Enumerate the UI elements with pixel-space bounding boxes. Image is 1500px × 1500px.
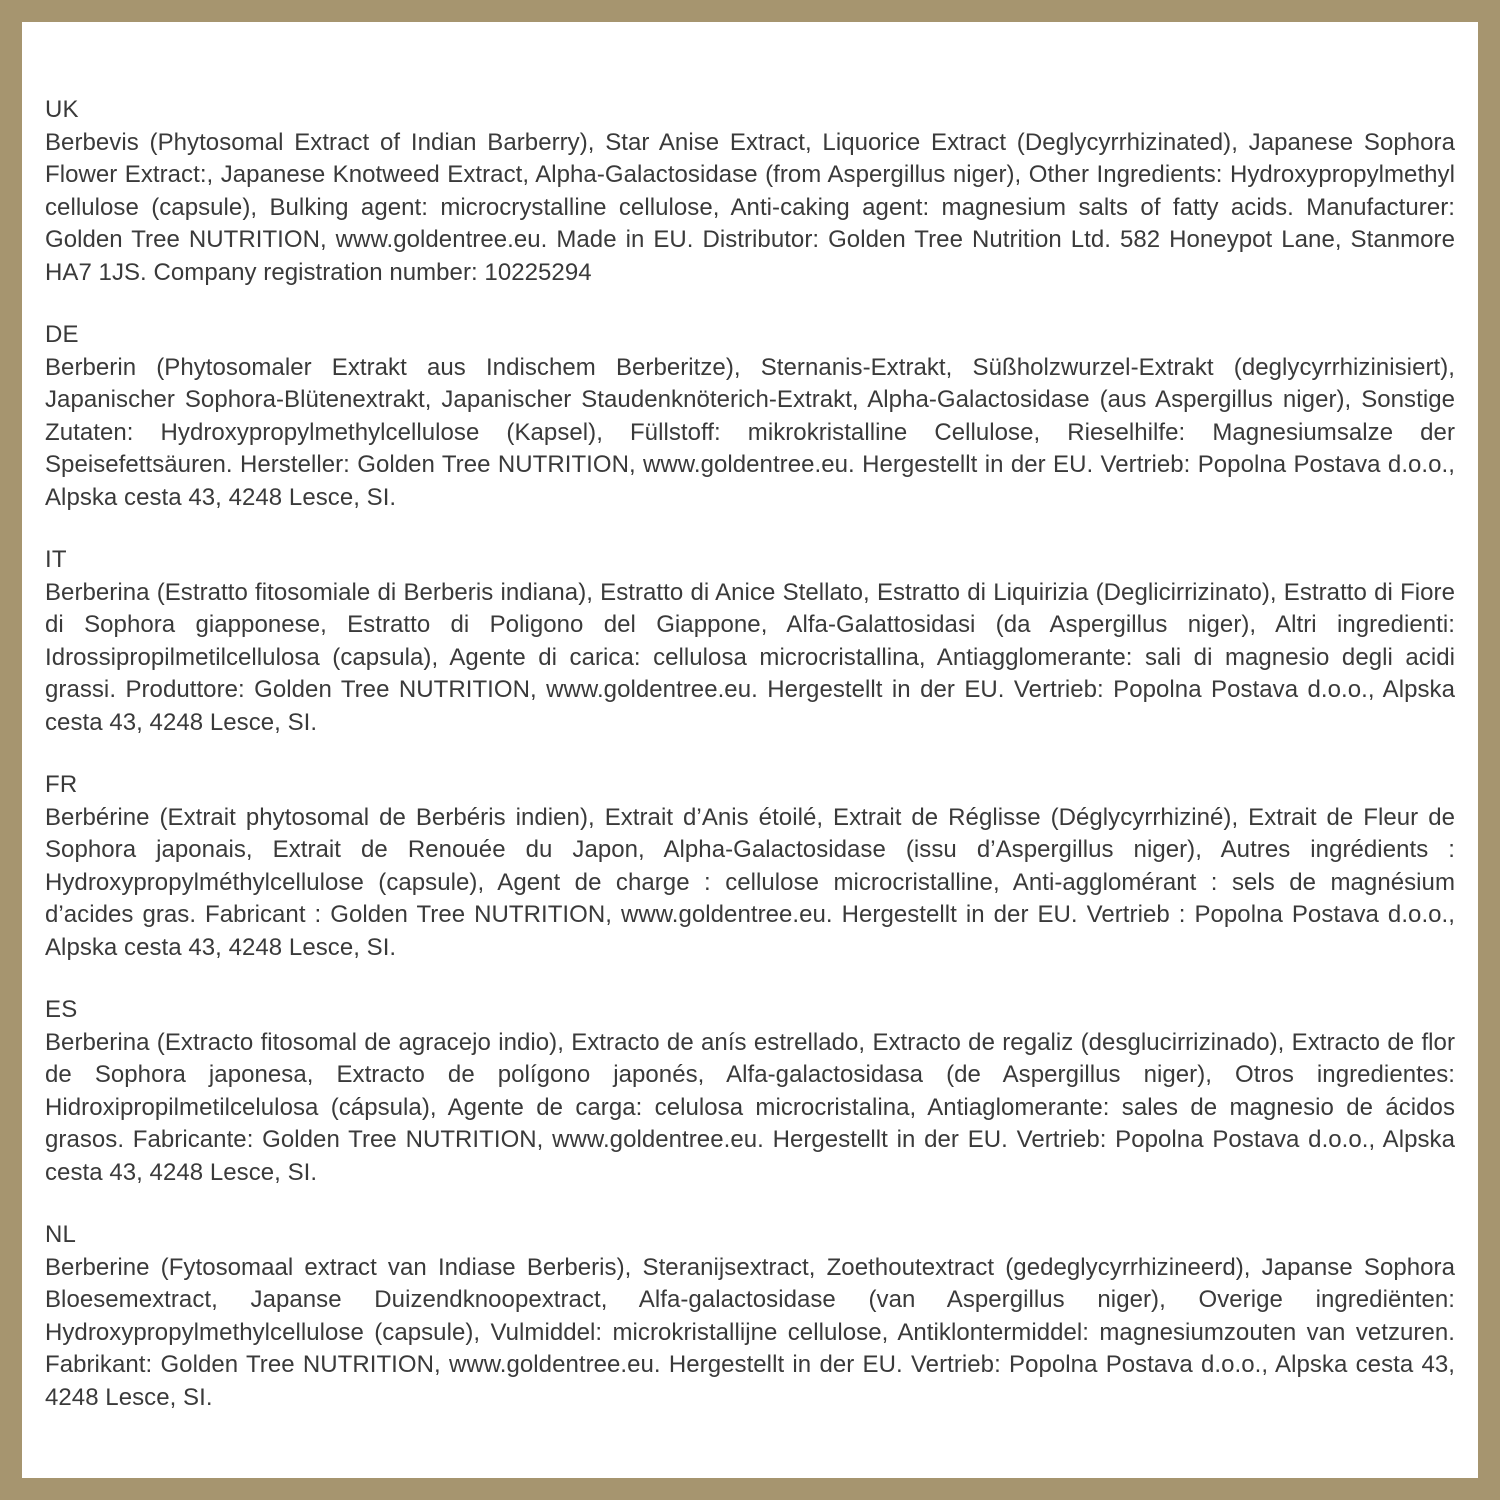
language-code: DE <box>45 321 79 348</box>
section-uk <box>45 94 1455 289</box>
ingredients-text: Berberine (Fytosomaal extract van Indiase Berberis), Steranijsextract, Zoethoutextract (gedeglycyrrhizineerd), Japanse Sophora Bloesemextract, Japanse Duizendknoopextract, Alfa-galactosidase (van Aspergillus niger), Overige ingrediënten: Hydroxypropylmethylcellulose (capsule), Vulmiddel: microkristallijne cellulose, Antiklontermiddel: magnesiumzouten van vetzuren. Fabrikant: Golden Tree NUTRITION, www.goldentree.eu. Hergestellt in der EU. Vertrieb: Popolna Postava d.o.o., Alpska cesta 43, 4248 Lesce, SI. <box>45 1253 1455 1411</box>
section-de <box>45 319 1455 514</box>
ingredients-text: Berberina (Estratto fitosomiale di Berberis indiana), Estratto di Anice Stellato, Estratto di Liquirizia (Deglicirrizinato), Estratto di Fiore di Sophora giapponese, Estratto di Poligono del Giappone, Alfa-Galattosidasi (da Aspergillus niger), Altri ingredienti: Idrossipropilmetilcellulosa (capsula), Agente di carica: cellulosa microcristallina, Antiagglomerante: sali di magnesio degli acidi grassi. Produttore: Golden Tree NUTRITION, www.goldentree.eu. Hergestellt in der EU. Vertrieb: Popolna Postava d.o.o., Alpska cesta 43, 4248 Lesce, SI. <box>45 578 1455 736</box>
section-nl <box>45 1219 1455 1414</box>
language-code: ES <box>45 996 78 1023</box>
language-code: NL <box>45 1221 77 1248</box>
ingredients-text: Berberin (Phytosomaler Extrakt aus Indischem Berberitze), Sternanis-Extrakt, Süßholzwurzel-Extrakt (deglycyrrhizinisiert), Japanischer Sophora-Blütenextrakt, Japanischer Staudenknöterich-Extrakt, Alpha-Galactosidase (aus Aspergillus niger), Sonstige Zutaten: Hydroxypropylmethylcellulose (Kapsel), Füllstoff: mikrokristalline Cellulose, Rieselhilfe: Magnesiumsalze der Speisefettsäuren. Hersteller: Golden Tree NUTRITION, www.goldentree.eu. Hergestellt in der EU. Vertrieb: Popolna Postava d.o.o., Alpska cesta 43, 4248 Lesce, SI. <box>45 353 1455 511</box>
ingredients-text: Berberina (Extracto fitosomal de agracejo indio), Extracto de anís estrellado, Extracto de regaliz (desglucirrizinado), Extracto de flor de Sophora japonesa, Extracto de polígono japonés, Alfa-galactosidasa (de Aspergillus niger), Otros ingredientes: Hidroxipropilmetilcelulosa (cápsula), Agente de carga: celulosa microcristalina, Antiaglomerante: sales de magnesio de ácidos grasos. Fabricante: Golden Tree NUTRITION, www.goldentree.eu. Hergestellt in der EU. Vertrieb: Popolna Postava d.o.o., Alpska cesta 43, 4248 Lesce, SI. <box>45 1028 1455 1186</box>
language-code: FR <box>45 771 78 798</box>
ingredients-text: Berbevis (Phytosomal Extract of Indian Barberry), Star Anise Extract, Liquorice Extract (Deglycyrrhizinated), Japanese Sophora Flower Extract:, Japanese Knotweed Extract, Alpha-Galactosidase (from Aspergillus niger), Other Ingredients: Hydroxypropylmethyl cellulose (capsule), Bulking agent: microcrystalline cellulose, Anti-caking agent: magnesium salts of fatty acids. Manufacturer: Golden Tree NUTRITION, www.goldentree.eu. Made in EU. Distributor: Golden Tree Nutrition Ltd. 582 Honeypot Lane, Stanmore HA7 1JS. Company registration number: 10225294 <box>45 128 1455 286</box>
label-panel <box>22 22 1478 1478</box>
ingredients-text: Berbérine (Extrait phytosomal de Berbéris indien), Extrait d’Anis étoilé, Extrait de Réglisse (Déglycyrrhiziné), Extrait de Fleur de Sophora japonais, Extrait de Renouée du Japon, Alpha-Galactosidase (issu d’Aspergillus niger), Autres ingrédients : Hydroxypropylméthylcellulose (capsule), Agent de charge : cellulose microcristalline, Anti-agglomérant : sels de magnésium d’acides gras. Fabricant : Golden Tree NUTRITION, www.goldentree.eu. Hergestellt in der EU. Vertrieb : Popolna Postava d.o.o., Alpska cesta 43, 4248 Lesce, SI. <box>45 803 1455 961</box>
language-code: IT <box>45 546 67 573</box>
section-it <box>45 544 1455 739</box>
ingredients-content <box>45 94 1455 1444</box>
section-fr <box>45 769 1455 964</box>
language-code: UK <box>45 96 79 123</box>
section-es <box>45 994 1455 1189</box>
